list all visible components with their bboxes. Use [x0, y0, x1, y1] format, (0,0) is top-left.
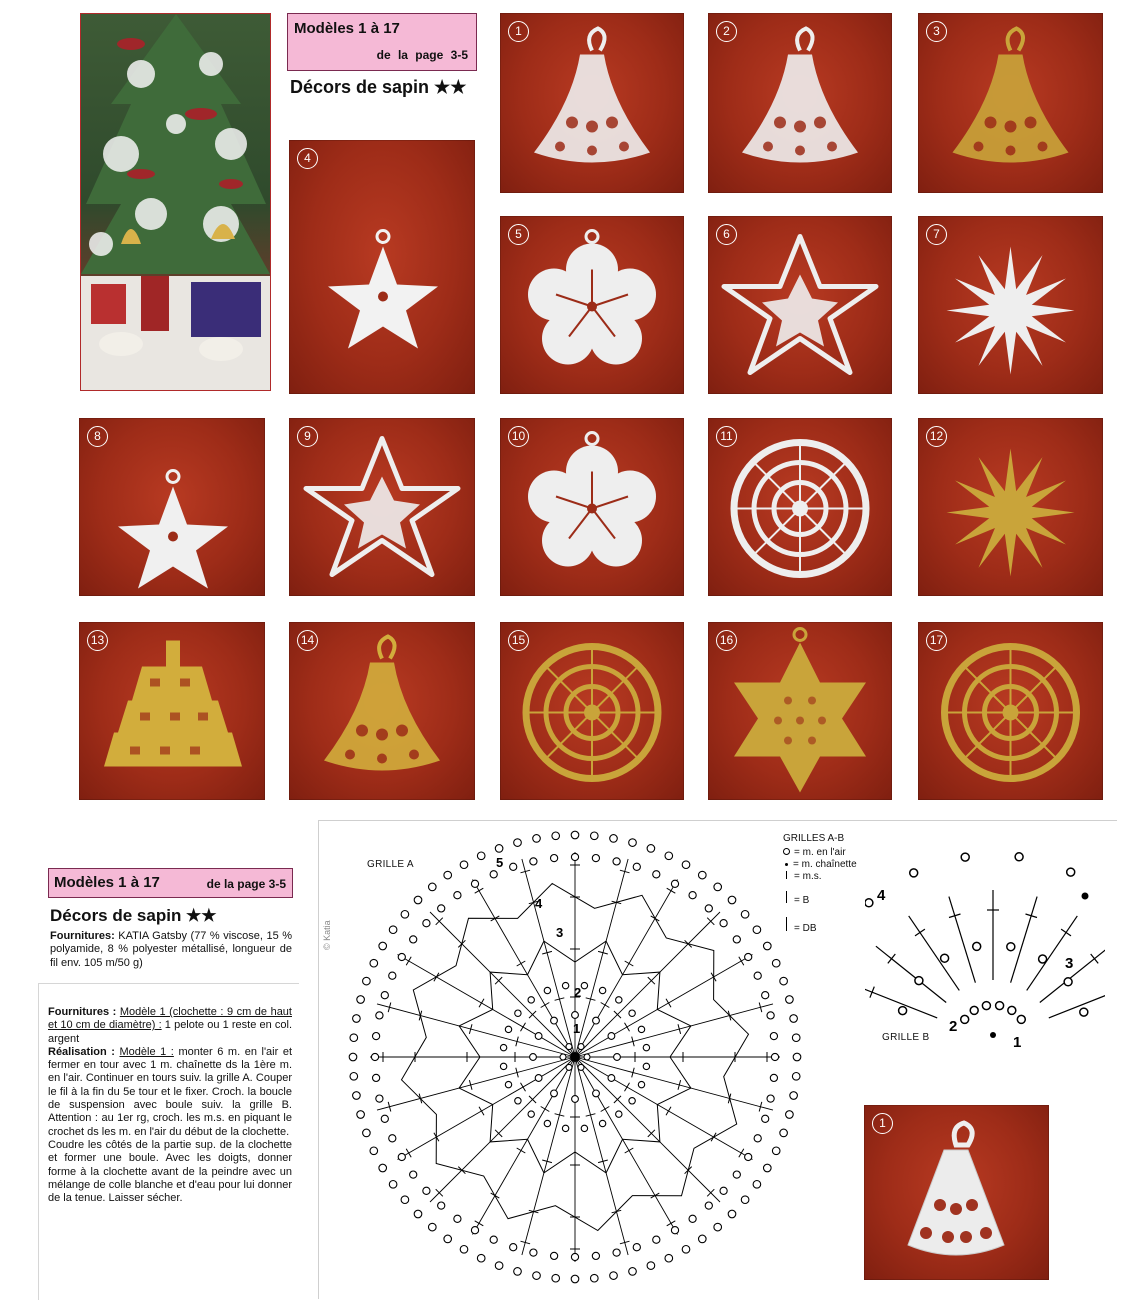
photo-model-12 — [918, 418, 1103, 596]
realisation-text: monter 6 m. en l'air et fermer en tour avec 1 m. chaînette ds la 1ère m. en l'air. Continuer en tours suiv. la grille A. Couper le fil à la fin du 5e tour et le fixer. Croch. la boucle de suspension avec boule suiv. la grille B. Attention : au 1er rg, croch. les m.s. en piquant le crochet ds les m. en l'air du début de la clochette. — [48, 1045, 292, 1138]
bottom-photo-number: 1 — [872, 1113, 893, 1134]
ornament-bell — [708, 13, 892, 193]
ornament-tree — [79, 622, 265, 800]
fournitures-block — [50, 930, 292, 970]
ornament-star-many — [918, 216, 1103, 394]
ornament-flower — [500, 216, 684, 394]
info-box — [48, 868, 293, 898]
ornament-star-many — [918, 418, 1103, 596]
fournitures-label: Fournitures: — [50, 930, 115, 942]
fournitures-text: KATIA Gatsby (77 % viscose, 15 % polyamide, 8 % polyester métallisé, longueur de fil env. 105 m/50 g) — [50, 930, 292, 969]
grid-b-round-1: 1 — [1013, 1034, 1022, 1051]
photo-model-1 — [500, 13, 684, 193]
grid-a-diagram — [330, 825, 820, 1295]
photo-number-2: 2 — [716, 21, 737, 42]
ornament-flower — [500, 418, 684, 596]
fournitures2-label: Fournitures : — [48, 1006, 117, 1018]
realisation-label: Réalisation : — [48, 1045, 115, 1058]
legend-slip-text: = m. chaînette — [793, 859, 857, 870]
grid-b-round-4: 4 — [877, 887, 886, 904]
bottom-photo-bell — [864, 1105, 1049, 1280]
fournitures2-model: Modèle 1 (clochette : 9 cm de haut et 10 cm de diamètre) : — [48, 1006, 292, 1032]
photo-number-12: 12 — [926, 426, 947, 447]
header-box-subtitle: de la page 3-5 — [376, 48, 468, 62]
photo-number-1: 1 — [508, 21, 529, 42]
photo-model-11 — [708, 418, 892, 596]
grid-b-diagram — [865, 830, 1105, 1075]
header-box — [287, 13, 477, 71]
photo-model-5 — [500, 216, 684, 394]
credit: © Katia — [322, 920, 332, 950]
christmas-tree-photo — [80, 13, 271, 391]
grid-a-label: GRILLE A — [367, 859, 414, 870]
photo-number-11: 11 — [716, 426, 737, 447]
photo-number-10: 10 — [508, 426, 529, 447]
grid-a-round-5: 5 — [496, 855, 504, 870]
photo-number-3: 3 — [926, 21, 947, 42]
realisation-model: Modèle 1 : — [119, 1045, 174, 1058]
photo-number-14: 14 — [297, 630, 318, 651]
ornament-star5 — [289, 140, 475, 394]
photo-model-13 — [79, 622, 265, 800]
grid-b-label: GRILLE B — [882, 1032, 930, 1043]
instructions-paragraph-2: Coudre les côtés de la partie sup. de la clochette et former une boule. Avec les doigts, donner forme à la clochette avant de la peindre avec un mélange de colle blanche et d'eau pour lui donner de la tenue. Laisser sécher. — [48, 1138, 292, 1205]
photo-number-17: 17 — [926, 630, 947, 651]
fournitures2-text: 1 pelote ou 1 reste en col. argent — [48, 1019, 293, 1045]
ornament-round — [918, 622, 1103, 800]
header-box-title: Modèles 1 à 17 — [294, 20, 400, 37]
photo-model-10 — [500, 418, 684, 596]
photo-model-6 — [708, 216, 892, 394]
photo-number-4: 4 — [297, 148, 318, 169]
grid-a-round-1: 1 — [573, 1021, 581, 1036]
legend-tr-text: = DB — [794, 923, 817, 934]
grid-b-round-2: 2 — [949, 1018, 958, 1035]
photo-number-7: 7 — [926, 224, 947, 245]
ornament-star5 — [79, 418, 265, 596]
legend-dc-text: = B — [794, 895, 810, 906]
photo-model-15 — [500, 622, 684, 800]
photo-model-9 — [289, 418, 475, 596]
grid-a-round-4: 4 — [535, 896, 543, 911]
ornament-bell — [289, 622, 475, 800]
info-box-subtitle: de la page 3-5 — [206, 877, 286, 891]
grid-a-round-2: 2 — [574, 985, 582, 1000]
info-box-title: Modèles 1 à 17 — [54, 874, 160, 891]
photo-number-8: 8 — [87, 426, 108, 447]
photo-model-3 — [918, 13, 1103, 193]
header-title: Décors de sapin ★★ — [290, 77, 467, 97]
photo-model-7 — [918, 216, 1103, 394]
ornament-star-open — [289, 418, 475, 596]
photo-number-13: 13 — [87, 630, 108, 651]
ornament-round — [708, 418, 892, 596]
legend-title: GRILLES A-B — [783, 833, 845, 844]
ornament-star-open — [708, 216, 892, 394]
text-frame — [38, 983, 299, 1300]
photo-number-6: 6 — [716, 224, 737, 245]
photo-model-8 — [79, 418, 265, 596]
grid-b-round-3: 3 — [1065, 955, 1074, 972]
legend-sc-text: = m.s. — [794, 871, 822, 882]
ornament-round — [500, 622, 684, 800]
ornament-bell — [918, 13, 1103, 193]
photo-number-15: 15 — [508, 630, 529, 651]
photo-model-4 — [289, 140, 475, 394]
info-title: Décors de sapin ★★ — [50, 906, 217, 925]
photo-model-14 — [289, 622, 475, 800]
photo-number-5: 5 — [508, 224, 529, 245]
ornament-bell — [500, 13, 684, 193]
legend-chain-text: = m. en l'air — [794, 847, 846, 858]
photo-model-16 — [708, 622, 892, 800]
photo-number-9: 9 — [297, 426, 318, 447]
photo-model-17 — [918, 622, 1103, 800]
photo-number-16: 16 — [716, 630, 737, 651]
grid-a-round-3: 3 — [556, 925, 564, 940]
photo-model-2 — [708, 13, 892, 193]
ornament-star6 — [708, 622, 892, 800]
